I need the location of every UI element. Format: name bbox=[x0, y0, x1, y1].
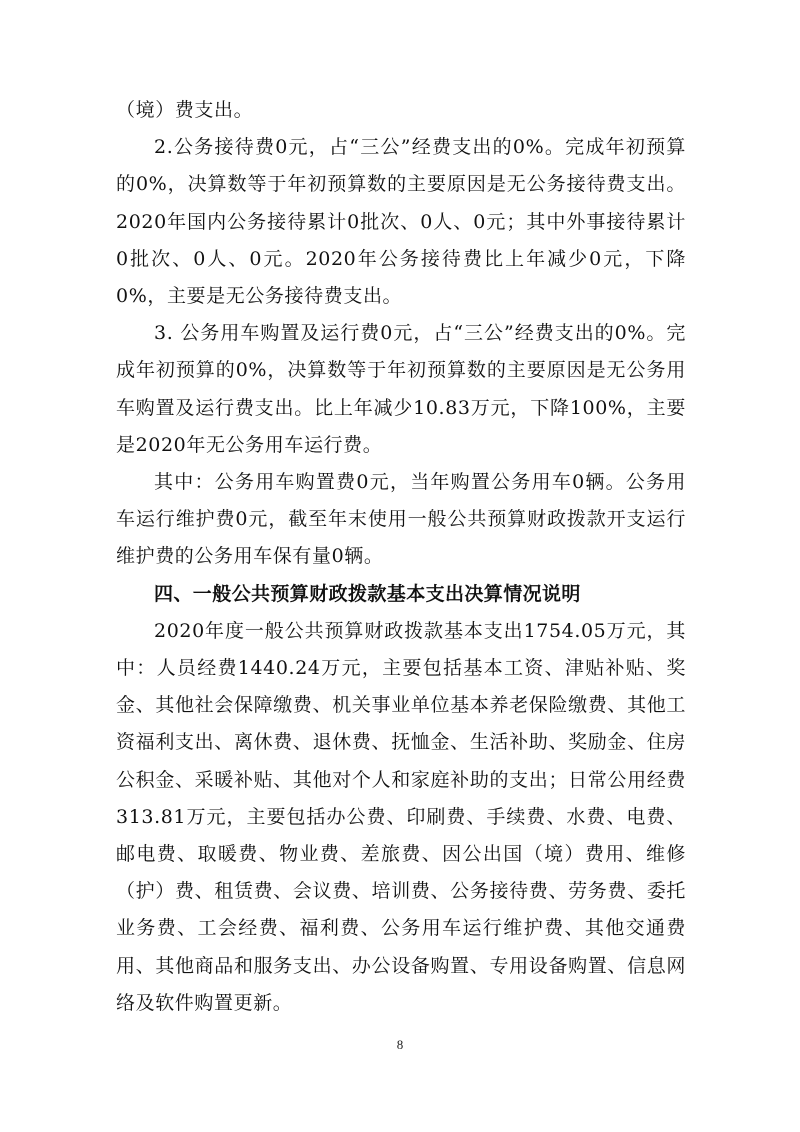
page-number: 8 bbox=[396, 1037, 404, 1052]
paragraph-continuation: （境）费支出。 bbox=[116, 99, 254, 121]
paragraph-vehicle-detail: 其中：公务用车购置费0元，当年购置公务用车0辆。公务用车运行维护费0元，截至年末使用一般公共预算财政拨款开支运行维护费的公务用车保有量0辆。 bbox=[116, 471, 686, 568]
section-heading-four: 四、一般公共预算财政拨款基本支出决算情况说明 bbox=[154, 582, 581, 605]
document-body bbox=[116, 92, 686, 1022]
paragraph-basic-expenditure: 2020年度一般公共预算财政拨款基本支出1754.05万元，其中：人员经费1440.24万元，主要包括基本工资、津贴补贴、奖金、其他社会保障缴费、机关事业单位基本养老保险缴费、其他工资福利支出、离休费、退休费、抚恤金、生活补助、奖励金、住房公积金、采暖补贴、其他对个人和家庭补助的支出；日常公用经费313.81万元，主要包括办公费、印刷费、手续费、水费、电费、邮电费、取暖费、物业费、差旅费、因公出国（境）费用、维修（护）费、租赁费、会议费、培训费、公务接待费、劳务费、委托业务费、工会经费、福利费、公务用车运行维护费、其他交通费用、其他商品和服务支出、办公设备购置、专用设备购置、信息网络及软件购置更新。 bbox=[116, 619, 686, 1014]
paragraph-reception-expense: 2.公务接待费0元，占“三公”经费支出的0%。完成年初预算的0%，决算数等于年初预算数的主要原因是无公务接待费支出。2020年国内公务接待累计0批次、0人、0元；其中外事接待累计0批次、0人、0元。2020年公务接待费比上年减少0元，下降0%，主要是无公务接待费支出。 bbox=[116, 136, 686, 308]
paragraph-vehicle-expense: 3. 公务用车购置及运行费0元，占“三公”经费支出的0%。完成年初预算的0%，决算数等于年初预算数的主要原因是无公务用车购置及运行费支出。比上年减少10.83万元，下降100%，主要是2020年无公务用车运行费。 bbox=[116, 322, 686, 456]
